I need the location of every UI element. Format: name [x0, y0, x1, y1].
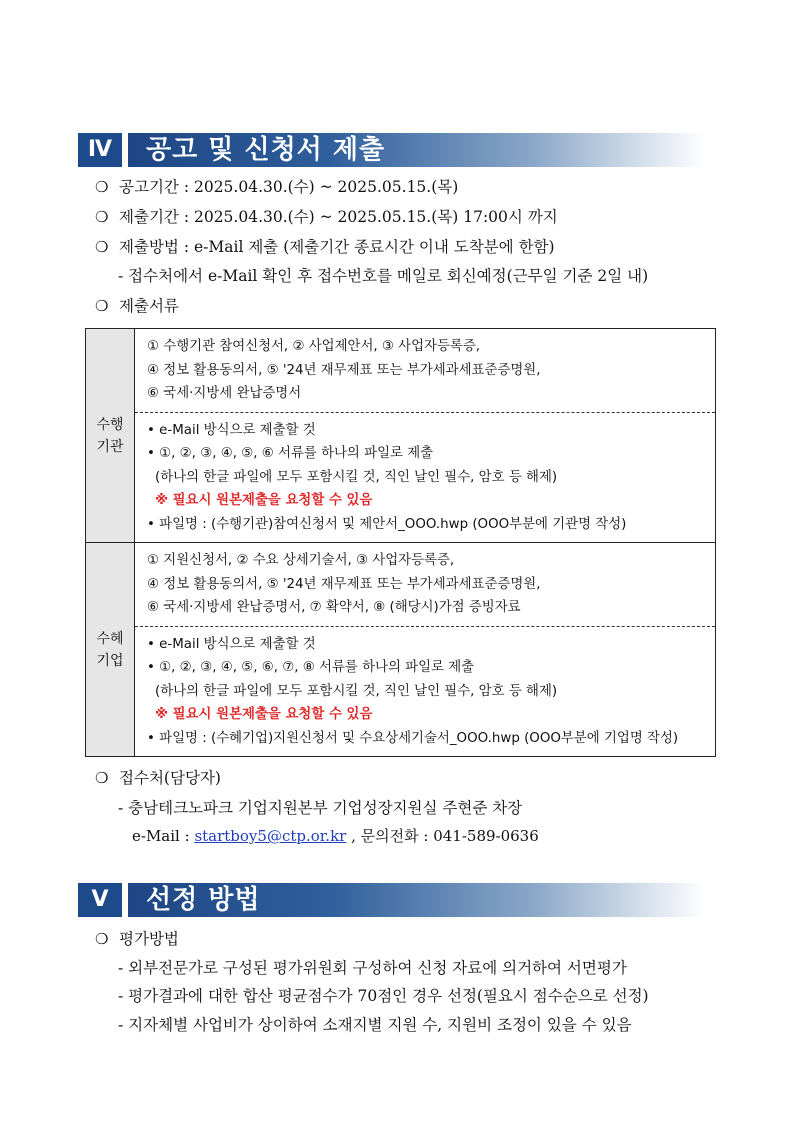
contact-email-line: e-Mail : startboy5@ctp.or.kr , 문의전화 : 041-589-0636 — [132, 827, 539, 845]
table-row — [86, 543, 716, 757]
row-label: 수행 기관 — [86, 329, 135, 543]
section-number: Ⅳ — [78, 133, 122, 167]
eval-item: - 외부전문가로 구성된 평가위원회 구성하여 신청 자료에 의거하여 서면평가 — [118, 959, 627, 977]
circle-bullet-icon: ❍ — [95, 238, 109, 256]
documents-table — [85, 328, 716, 757]
method-note: - 접수처에서 e-Mail 확인 후 접수번호를 메일로 회신예정(근무일 기준 2일 내) — [118, 267, 649, 285]
section-header-5 — [78, 883, 706, 917]
contact-person: - 충남테크노파크 기업지원본부 기업성장지원실 주현준 차장 — [118, 799, 523, 817]
row-content — [135, 329, 716, 543]
submit-method: ❍ 제출방법 : e-Mail 제출 (제출기간 종료시간 이내 도착분에 한함) — [95, 238, 555, 256]
email-link[interactable]: startboy5@ctp.or.kr — [194, 827, 347, 845]
section-number: Ⅴ — [78, 883, 122, 917]
section-title: 공고 및 신청서 제출 — [146, 135, 386, 165]
row-label: 수혜 기업 — [86, 543, 135, 757]
circle-bullet-icon: ❍ — [95, 208, 109, 226]
circle-bullet-icon: ❍ — [95, 930, 109, 948]
row-content — [135, 543, 716, 757]
circle-bullet-icon: ❍ — [95, 769, 109, 787]
note-list: • e-Mail 방식으로 제출할 것 • ①, ②, ③, ④, ⑤, ⑥ 서류를 하나의 파일로 제출 (하나의 한글 파일에 모두 포함시킬 것, 직인 날인 필수, 암호 등 해제) ※ 필요시 원본제출을 요청할 수 있음 • 파일명 : (수행기관)참여신청서 및 제안서_OOO.hwp (OOO부분에 기관명 작성) — [135, 412, 715, 543]
note-list: • e-Mail 방식으로 제출할 것 • ①, ②, ③, ④, ⑤, ⑥, ⑦, ⑧ 서류를 하나의 파일로 제출 (하나의 한글 파일에 모두 포함시킬 것, 직인 날인 필수, 암호 등 해제) ※ 필요시 원본제출을 요청할 수 있음 • 파일명 : (수혜기업)지원신청서 및 수요상세기술서_OOO.hwp (OOO부분에 기업명 작성) — [135, 626, 715, 757]
warning-note: ※ 필요시 원본제출을 요청할 수 있음 — [155, 493, 373, 508]
submit-period: ❍ 제출기간 : 2025.04.30.(수) ~ 2025.05.15.(목) 17:00시 까지 — [95, 208, 558, 226]
eval-item: - 평가결과에 대한 합산 평균점수가 70점인 경우 선정(필요시 점수순으로 선정) — [118, 987, 649, 1005]
circle-bullet-icon: ❍ — [95, 178, 109, 196]
doc-list: ① 지원신청서, ② 수요 상세기술서, ③ 사업자등록증, ④ 정보 활용동의서, ⑤ '24년 재무제표 또는 부가세과세표준증명원, ⑥ 국세·지방세 완납증명서, ⑦ 확약서, ⑧ (해당시)가점 증빙자료 — [147, 553, 541, 615]
doc-list: ① 수행기관 참여신청서, ② 사업제안서, ③ 사업자등록증, ④ 정보 활용동의서, ⑤ '24년 재무제표 또는 부가세과세표준증명원, ⑥ 국세·지방세 완납증명서 — [147, 339, 541, 401]
docs-title: ❍ 제출서류 — [95, 297, 179, 315]
announce-period: ❍ 공고기간 : 2025.04.30.(수) ~ 2025.05.15.(목) — [95, 178, 459, 196]
circle-bullet-icon: ❍ — [95, 297, 109, 315]
eval-item: - 지자체별 사업비가 상이하여 소재지별 지원 수, 지원비 조정이 있을 수 있음 — [118, 1016, 632, 1034]
section-title: 선정 방법 — [146, 885, 261, 915]
section-header-4 — [78, 133, 706, 167]
warning-note: ※ 필요시 원본제출을 요청할 수 있음 — [155, 707, 373, 722]
contact-title: ❍ 접수처(담당자) — [95, 769, 221, 787]
table-row — [86, 329, 716, 543]
eval-title: ❍ 평가방법 — [95, 930, 179, 948]
